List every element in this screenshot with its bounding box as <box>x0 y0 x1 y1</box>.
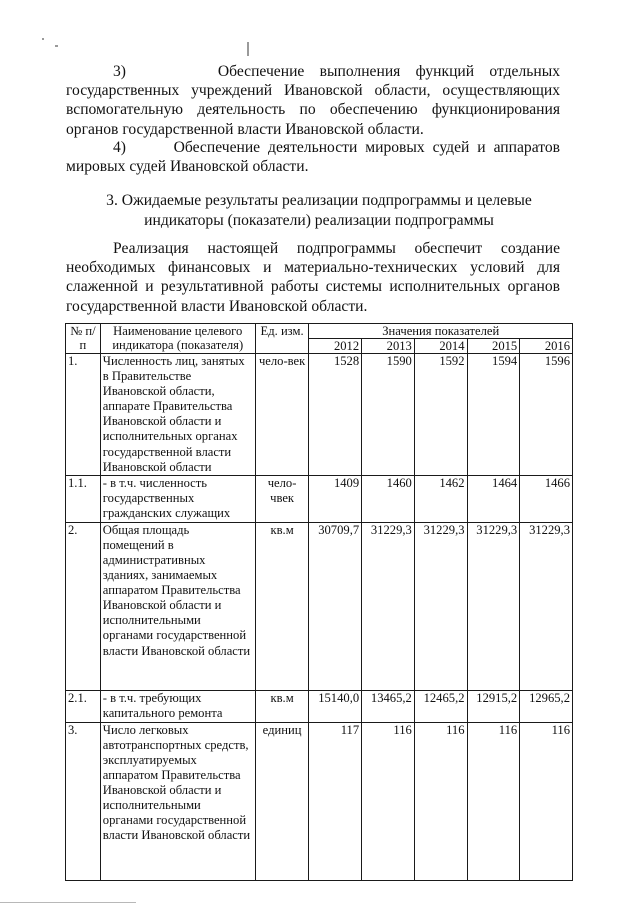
row-value-2014: 1592 <box>414 354 467 476</box>
table-row <box>66 354 573 476</box>
table-row <box>66 722 573 880</box>
paragraph-intro <box>66 239 560 316</box>
row-value-2012: 30709,7 <box>309 522 362 690</box>
row-value-2016: 12965,2 <box>520 690 573 722</box>
scan-speck <box>42 38 44 40</box>
paragraph-item-3-text: 3) Обеспечение выполнения функций отдельных государственных учреждений Ивановской области, осуществляющих вспомогательную деятельность по обеспечению функционирования органов государственной власти Ивановской области. <box>66 63 560 138</box>
scan-speck <box>55 45 58 47</box>
table-row <box>66 475 573 522</box>
scan-speck <box>247 42 249 56</box>
row-value-2015: 12915,2 <box>467 690 520 722</box>
header-year-2014: 2014 <box>414 339 467 354</box>
header-values-group: Значения показателей <box>309 324 573 339</box>
table-row <box>66 690 573 722</box>
row-name: Численность лиц, занятых в Правительстве Ивановской области, аппарате Правительства Ивановской области и исполнительных органах государственной власти Ивановской области <box>100 354 255 476</box>
row-value-2014: 1462 <box>414 475 467 522</box>
section-heading-line-2: индикаторы (показатели) реализации подпрограммы <box>144 211 494 229</box>
row-num: 2. <box>66 522 101 690</box>
header-year-2015: 2015 <box>467 339 520 354</box>
row-num: 2.1. <box>66 690 101 722</box>
paragraph-item-4-text: 4) Обеспечение деятельности мировых судей и аппаратов мировых судей Ивановской области. <box>66 139 560 176</box>
row-value-2014: 31229,3 <box>414 522 467 690</box>
row-value-2016: 1466 <box>520 475 573 522</box>
paragraph-intro-text: Реализация настоящей подпрограммы обеспечит создание необходимых финансовых и материально-технических условий для слаженной и результативной работы системы исполнительных органов государственной власти Ивановской области. <box>66 240 560 315</box>
row-value-2014: 116 <box>414 722 467 880</box>
row-value-2012: 1409 <box>309 475 362 522</box>
row-num: 1. <box>66 354 101 476</box>
row-value-2016: 31229,3 <box>520 522 573 690</box>
row-value-2012: 117 <box>309 722 362 880</box>
row-unit: чело-век <box>255 354 309 476</box>
table-header-row <box>66 324 573 339</box>
header-year-2013: 2013 <box>362 339 415 354</box>
table-row <box>66 522 573 690</box>
row-name: - в т.ч. требующих капитального ремонта <box>100 690 255 722</box>
row-unit: кв.м <box>255 690 309 722</box>
header-year-2016: 2016 <box>520 339 573 354</box>
row-value-2016: 116 <box>520 722 573 880</box>
row-value-2013: 1590 <box>362 354 415 476</box>
row-name: Общая площадь помещений в административных зданиях, занимаемых аппаратом Правительства Ивановской области и исполнительными органами государственной власти Ивановской области <box>100 522 255 690</box>
section-heading-line-1: 3. Ожидаемые результаты реализации подпрограммы и целевые <box>106 192 532 209</box>
row-name: - в т.ч. численность государственных гражданских служащих <box>100 475 255 522</box>
header-num: № п/п <box>66 324 101 354</box>
row-value-2012: 1528 <box>309 354 362 476</box>
row-value-2013: 1460 <box>362 475 415 522</box>
row-value-2013: 31229,3 <box>362 522 415 690</box>
row-value-2015: 116 <box>467 722 520 880</box>
row-value-2015: 1594 <box>467 354 520 476</box>
row-unit: чело-чвек <box>255 475 309 522</box>
row-value-2014: 12465,2 <box>414 690 467 722</box>
row-value-2016: 1596 <box>520 354 573 476</box>
row-num: 1.1. <box>66 475 101 522</box>
row-unit: единиц <box>255 722 309 880</box>
row-name: Число легковых автотранспортных средств, эксплуатируемых аппаратом Правительства Ивановской области и исполнительными органами государственной власти Ивановской области <box>100 722 255 880</box>
row-value-2015: 1464 <box>467 475 520 522</box>
row-value-2013: 13465,2 <box>362 690 415 722</box>
paragraph-item-4 <box>66 138 560 176</box>
section-heading <box>66 191 572 230</box>
row-value-2013: 116 <box>362 722 415 880</box>
paragraph-item-3 <box>66 62 560 139</box>
row-value-2012: 15140,0 <box>309 690 362 722</box>
header-year-2012: 2012 <box>309 339 362 354</box>
row-value-2015: 31229,3 <box>467 522 520 690</box>
row-unit: кв.м <box>255 522 309 690</box>
header-name: Наименование целевого индикатора (показателя) <box>100 324 255 354</box>
indicators-table <box>65 323 573 881</box>
header-unit: Ед. изм. <box>255 324 309 354</box>
scan-artifact-line <box>0 902 136 903</box>
row-num: 3. <box>66 722 101 880</box>
